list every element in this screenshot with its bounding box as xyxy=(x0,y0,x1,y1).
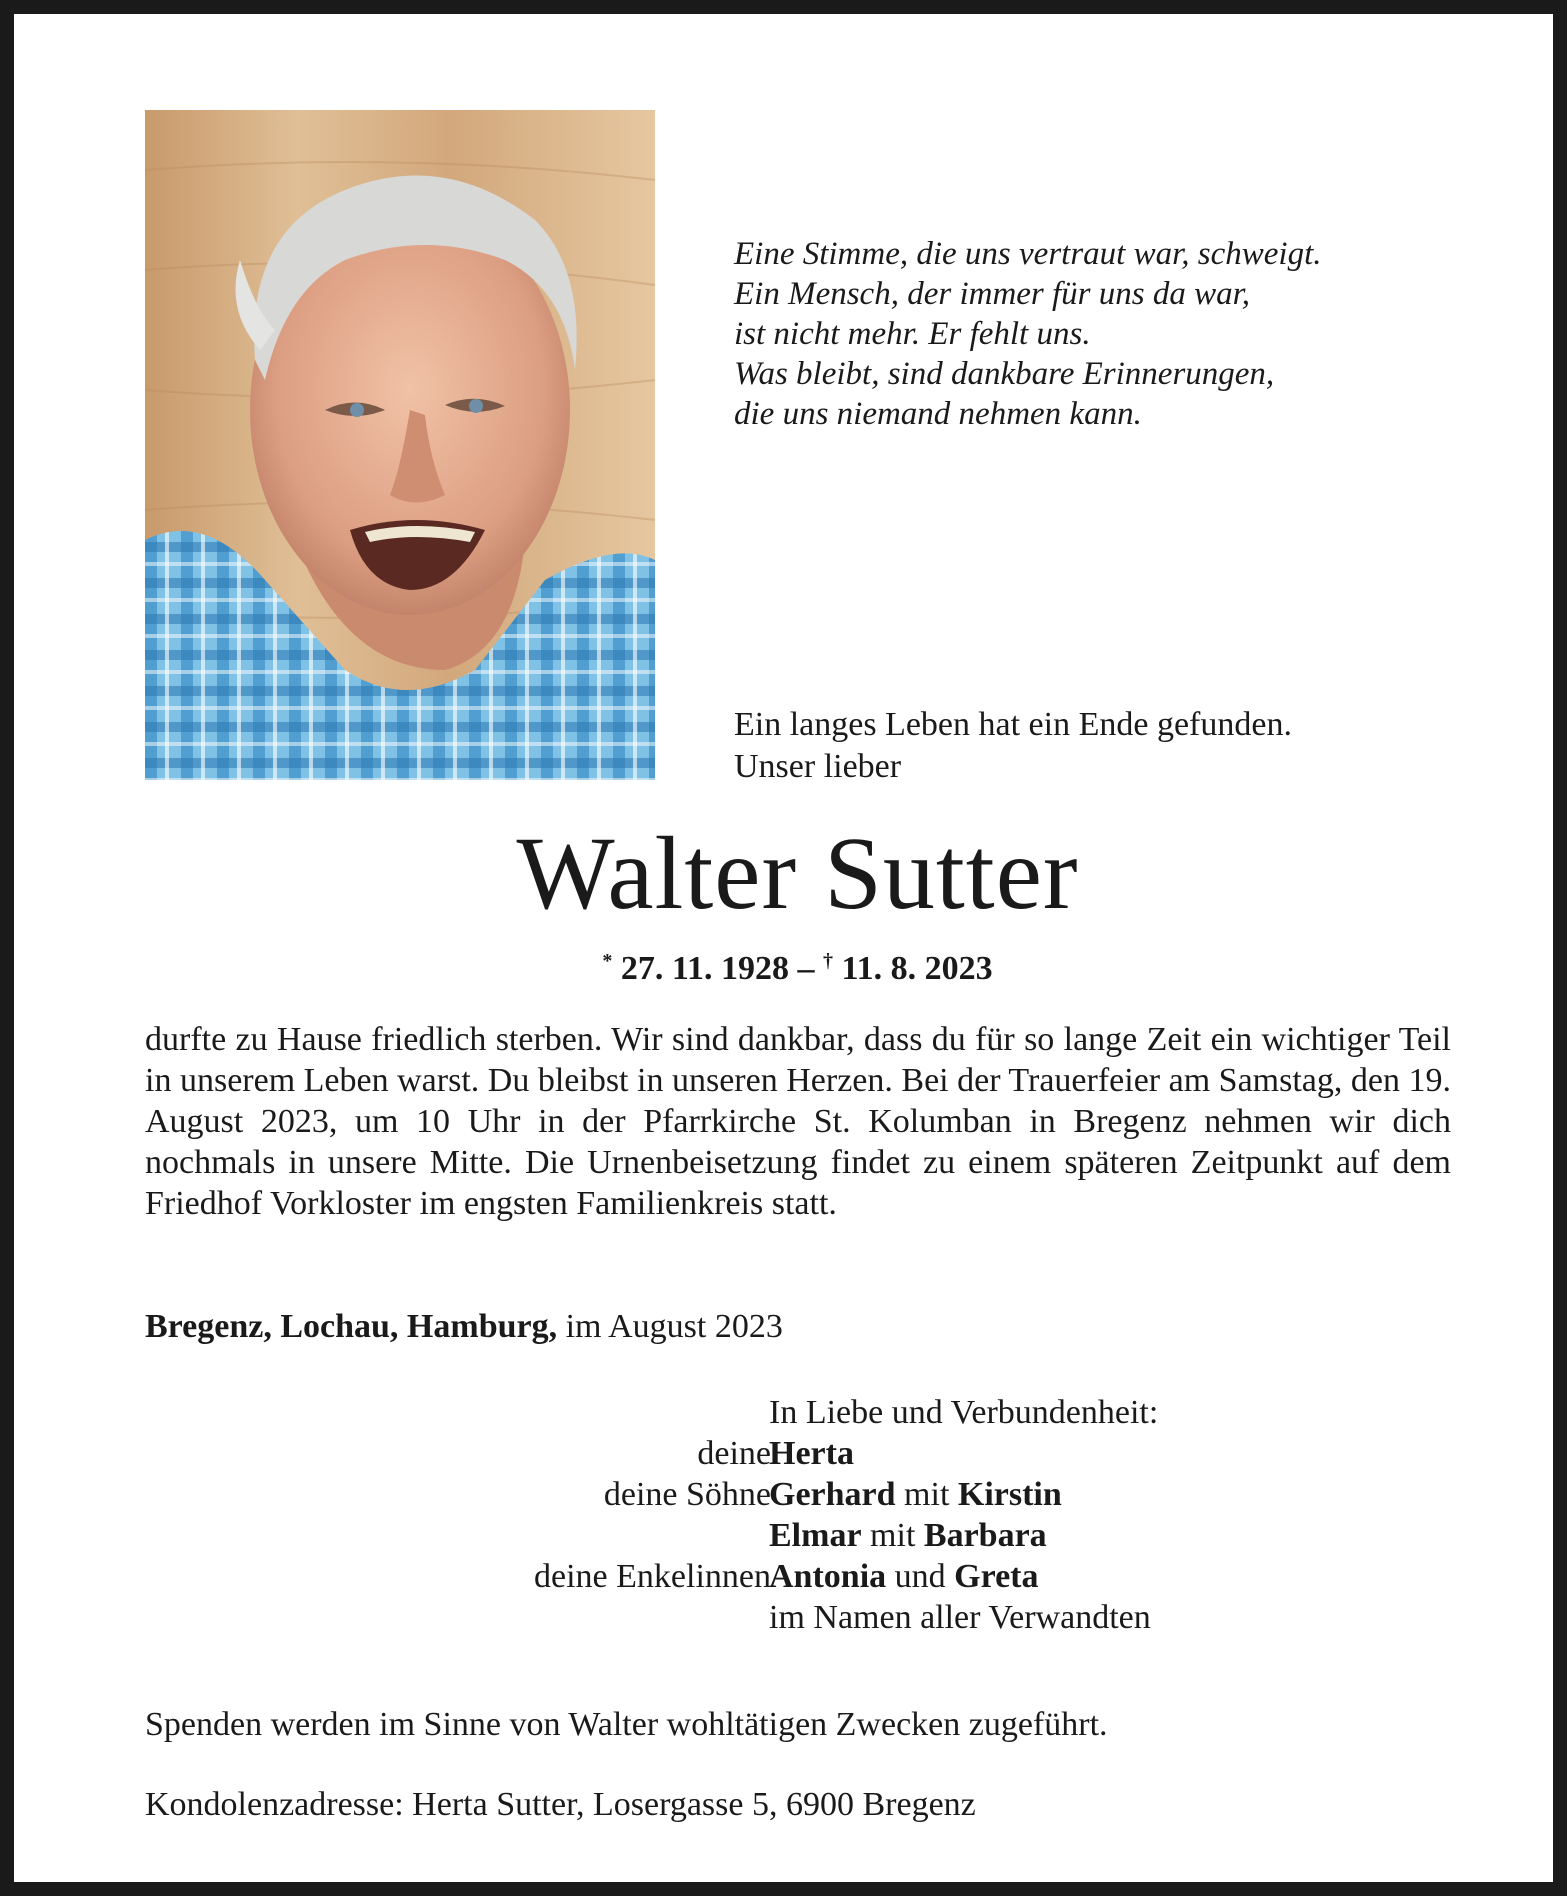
condolence-address: Kondolenzadresse: Herta Sutter, Losergasse 5, 6900 Bregenz xyxy=(145,1786,976,1823)
family-member: Kirstin xyxy=(957,1476,1062,1513)
family-closing: im Namen aller Verwandten xyxy=(769,1599,1151,1636)
family-list xyxy=(14,1392,1567,1638)
family-relation: deine Söhne xyxy=(603,1476,771,1513)
deceased-name: Walter Sutter xyxy=(516,816,1079,931)
poem-line: die uns niemand nehmen kann. xyxy=(734,396,1142,432)
family-conjunction: und xyxy=(894,1558,946,1595)
family-row xyxy=(14,1433,1567,1474)
intro-line: Unser lieber xyxy=(734,748,902,785)
family-conjunction: mit xyxy=(904,1476,950,1513)
family-heading: In Liebe und Verbundenheit: xyxy=(769,1394,1159,1431)
family-member: Barbara xyxy=(923,1517,1047,1554)
portrait-illustration xyxy=(145,110,655,780)
death-date: 11. 8. 2023 xyxy=(841,950,993,987)
poem xyxy=(734,234,1322,434)
family-row xyxy=(14,1515,1567,1556)
family-row xyxy=(14,1474,1567,1515)
family-member: Herta xyxy=(769,1435,854,1472)
date-separator: – xyxy=(797,950,815,987)
intro-line: Ein langes Leben hat ein Ende gefunden. xyxy=(734,706,1292,743)
donations-note: Spenden werden im Sinne von Walter wohltätigen Zwecken zugeführt. xyxy=(145,1706,1108,1743)
family-row xyxy=(14,1556,1567,1597)
place-date: im August 2023 xyxy=(565,1308,783,1345)
place-date-line xyxy=(145,1306,783,1348)
birth-date: 27. 11. 1928 xyxy=(620,950,789,987)
family-relation: deine xyxy=(697,1435,771,1472)
poem-line: Ein Mensch, der immer für uns da war, xyxy=(734,276,1251,312)
intro-text xyxy=(734,704,1292,788)
obituary-body: durfte zu Hause friedlich sterben. Wir sind dankbar, dass du für so lange Zeit ein wichtiger Teil in unserem Leben warst. Du bleibst in unseren Herzen. Bei der Trauerfeier am Samstag, den 19. August 2023, um 10 Uhr in der Pfarrkirche St. Kolumban in Bregenz nehmen wir dich nochmals in unsere Mitte. Die Urnenbeisetzung findet zu einem späteren Zeitpunkt auf dem Friedhof Vorkloster im engsten Familienkreis statt. xyxy=(145,1021,1451,1222)
poem-line: Was bleibt, sind dankbare Erinnerungen, xyxy=(734,356,1275,392)
family-member: Elmar xyxy=(769,1517,862,1554)
portrait-photo xyxy=(145,110,655,780)
family-member: Greta xyxy=(954,1558,1039,1595)
family-relation: deine Enkelinnen xyxy=(534,1558,771,1595)
poem-line: ist nicht mehr. Er fehlt uns. xyxy=(734,316,1091,352)
birth-symbol: * xyxy=(602,950,613,972)
life-dates xyxy=(14,939,1567,991)
death-symbol: † xyxy=(823,950,833,972)
places: Bregenz, Lochau, Hamburg, xyxy=(145,1308,558,1345)
family-conjunction: mit xyxy=(870,1517,916,1554)
poem-line: Eine Stimme, die uns vertraut war, schweigt. xyxy=(734,236,1322,272)
family-member: Gerhard xyxy=(769,1476,896,1513)
family-member: Antonia xyxy=(769,1558,887,1595)
